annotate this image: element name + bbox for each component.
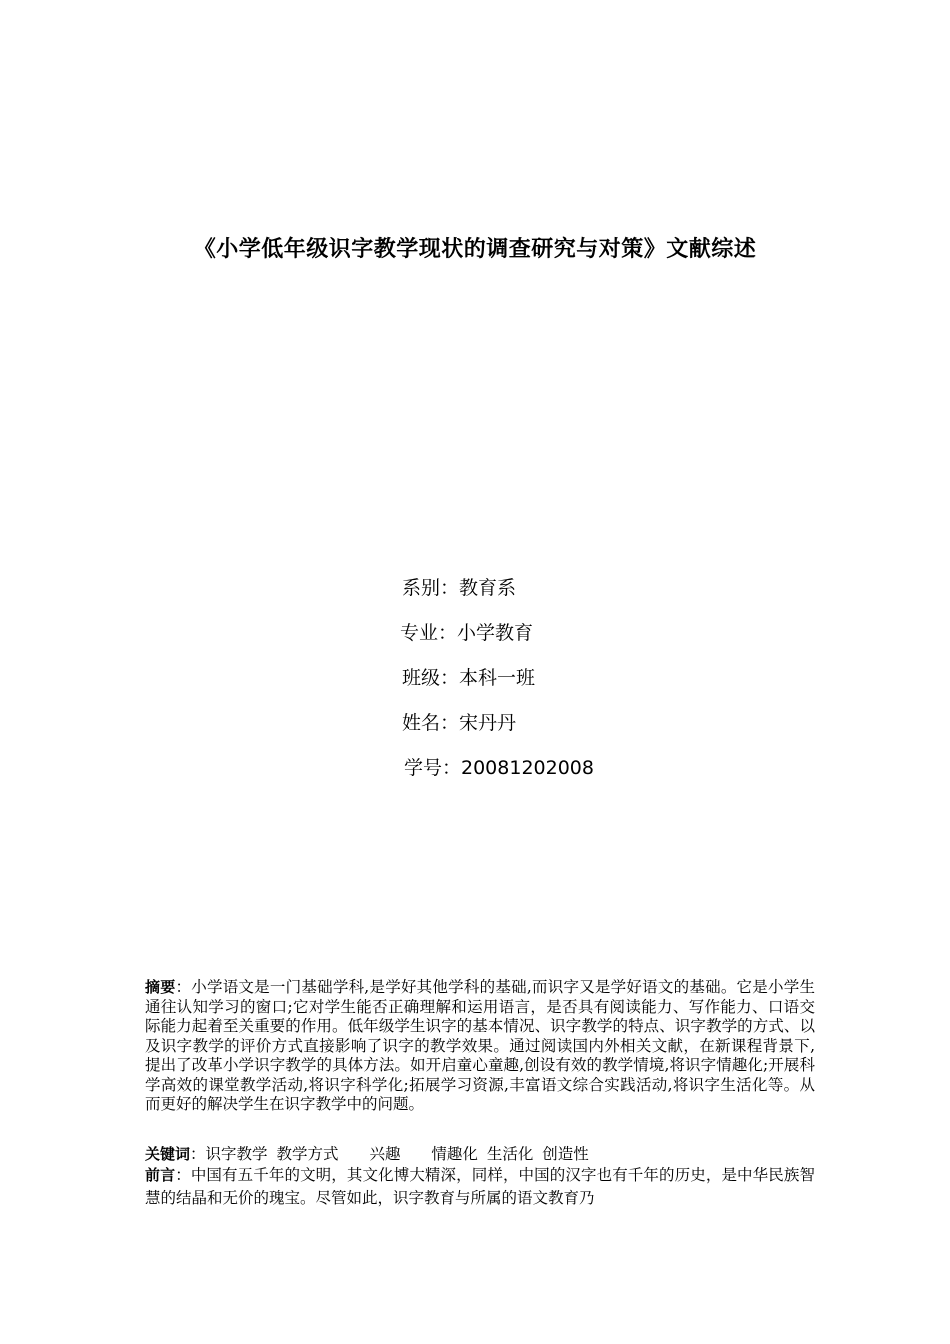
info-class: 班级：本科一班	[402, 667, 536, 689]
abstract-paragraph	[145, 978, 815, 1115]
abstract-label: 摘要	[145, 978, 176, 996]
keyword-item: 教学方式	[276, 1145, 339, 1163]
preface-label: 前言	[145, 1166, 176, 1184]
keyword-item: 识字教学	[205, 1145, 268, 1163]
keyword-item: 创造性	[542, 1145, 589, 1163]
info-name: 姓名：宋丹丹	[402, 712, 517, 734]
keyword-item: 兴趣	[369, 1145, 401, 1163]
preface-text: ：中国有五千年的文明，其文化博大精深，同样，中国的汉字也有千年的历史，是中华民族智慧的结晶和无价的瑰宝。尽管如此，识字教育与所属的语文教育乃	[145, 1166, 815, 1207]
abstract-text: ：小学语文是一门基础学科,是学好其他学科的基础,而识字又是学好语文的基础。它是小学生通往认知学习的窗口;它对学生能否正确理解和运用语言，是否具有阅读能力、写作能力、口语交际能力起着至关重要的作用。低年级学生识字的基本情况、识字教学的特点、识字教学的方式、以及识字教学的评价方式直接影响了识字的教学效果。通过阅读国内外相关文献，在新课程背景下,提出了改革小学识字教学的具体方法。如开启童心童趣,创设有效的教学情境,将识字情趣化;开展科学高效的课堂教学活动,将识字科学化;拓展学习资源,丰富语文综合实践活动,将识字生活化等。从而更好的解决学生在识字教学中的问题。	[145, 978, 815, 1113]
keywords-line	[145, 1142, 815, 1164]
info-major: 专业：小学教育	[400, 622, 534, 644]
keywords-label: 关键词	[145, 1145, 191, 1163]
info-student-id: 学号：20081202008	[404, 757, 594, 779]
keywords-colon: ：	[190, 1145, 206, 1163]
keyword-item: 生活化	[486, 1145, 534, 1163]
preface-paragraph	[145, 1164, 815, 1210]
document-title: 《小学低年级识字教学现状的调查研究与对策》文献综述	[193, 237, 757, 262]
info-department: 系别：教育系	[402, 577, 517, 599]
keyword-item: 情趣化	[431, 1145, 478, 1163]
